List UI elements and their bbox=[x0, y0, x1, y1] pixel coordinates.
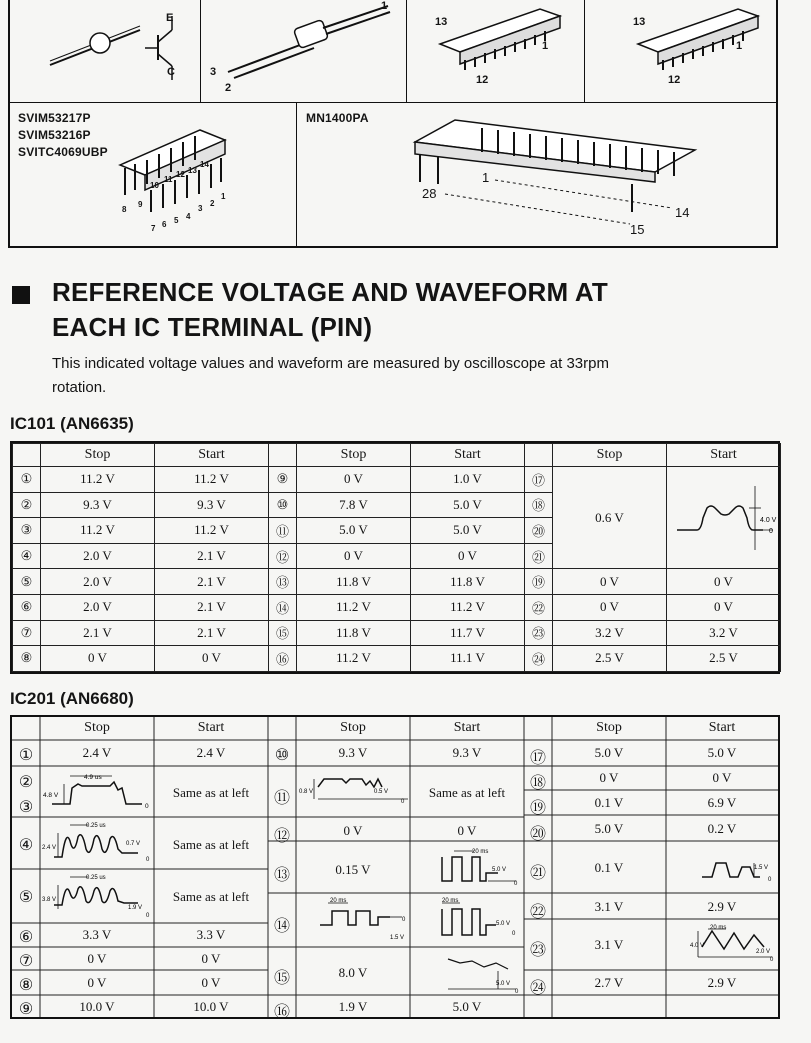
stop-header: Stop bbox=[340, 720, 366, 735]
pin-number: ⑧ bbox=[18, 977, 34, 994]
section-description bbox=[52, 352, 752, 400]
stop-voltage: 11.2 V bbox=[297, 594, 411, 620]
start-voltage: 11.2 V bbox=[411, 594, 525, 620]
stop-header: Stop bbox=[297, 444, 411, 467]
pin-number: ⑥ bbox=[13, 594, 41, 620]
package-col-divider bbox=[584, 0, 585, 102]
dip28-pin-15: 15 bbox=[630, 222, 645, 237]
ic101-title: IC101 (AN6635) bbox=[10, 414, 134, 433]
pin-number: ⑯ bbox=[273, 1004, 290, 1021]
stop-voltage: 0 V bbox=[599, 770, 619, 785]
pin-header bbox=[269, 444, 297, 467]
start-voltage: 0.2 V bbox=[707, 821, 737, 836]
dip14-pin-13: 13 bbox=[188, 166, 197, 175]
stop-voltage: 10.0 V bbox=[79, 999, 115, 1014]
waveform-period-label: 20 ms bbox=[710, 925, 727, 931]
stop-voltage: 2.5 V bbox=[553, 646, 667, 672]
stop-voltage: 11.8 V bbox=[297, 569, 411, 595]
waveform-zero-label: 0 bbox=[770, 957, 774, 963]
waveform-amplitude-label: 2.4 V bbox=[42, 845, 57, 851]
transistor-pin-e: E bbox=[166, 12, 174, 24]
package-col-divider bbox=[200, 0, 201, 102]
pin-number: ㉔ bbox=[529, 980, 546, 997]
waveform-plot bbox=[412, 895, 522, 945]
stop-voltage: 0.1 V bbox=[594, 860, 624, 875]
waveform-amplitude-label: 5.0 V bbox=[492, 867, 507, 873]
waveform-step-label: 0.5 V bbox=[374, 789, 389, 795]
start-voltage: 1.0 V bbox=[411, 467, 525, 493]
start-header: Start bbox=[667, 444, 781, 467]
waveform-zero-label: 0 bbox=[402, 917, 406, 923]
stop-voltage: 2.4 V bbox=[82, 745, 112, 760]
stop-voltage: 0 V bbox=[553, 569, 667, 595]
pin-number: ⑭ bbox=[269, 594, 297, 620]
start-voltage: 3.3 V bbox=[196, 927, 226, 942]
start-voltage: 9.3 V bbox=[452, 745, 482, 760]
pin-number: ⑲ bbox=[529, 800, 546, 817]
table-row bbox=[13, 646, 781, 672]
package-label: SVIM53217P bbox=[18, 111, 91, 125]
start-voltage: 5.0 V bbox=[452, 999, 482, 1014]
stop-voltage: 0.6 V bbox=[553, 467, 667, 569]
waveform-zero-label: 0 bbox=[145, 803, 149, 810]
pin-number: ㉑ bbox=[529, 865, 546, 882]
waveform-period-label: 20 ms bbox=[472, 849, 489, 855]
dip28-ic-drawing bbox=[410, 112, 700, 232]
package-col-divider bbox=[296, 102, 297, 246]
table-row bbox=[13, 620, 781, 646]
section-title-line: EACH IC TERMINAL (PIN) bbox=[52, 312, 373, 342]
pin-number: ⑦ bbox=[13, 620, 41, 646]
start-header: Start bbox=[411, 444, 525, 467]
start-voltage: 0 V bbox=[201, 951, 221, 966]
start-voltage: 9.3 V bbox=[155, 492, 269, 518]
pin-number: ㉒ bbox=[525, 594, 553, 620]
start-voltage: 11.1 V bbox=[411, 646, 525, 672]
pin-number: ⑫ bbox=[269, 543, 297, 569]
pin-number: ⑦ bbox=[18, 953, 34, 970]
table-row bbox=[13, 569, 781, 595]
start-same-as-left: Same as at left bbox=[172, 837, 250, 852]
start-same-as-left: Same as at left bbox=[428, 785, 506, 800]
waveform-amplitude-label: 3.8 V bbox=[42, 897, 57, 903]
waveform-mid-label: 2.0 V bbox=[756, 949, 771, 955]
dip-pin-13: 13 bbox=[435, 16, 448, 28]
pin-number: ② bbox=[18, 774, 34, 791]
stop-voltage: 2.0 V bbox=[41, 594, 155, 620]
start-voltage: 11.8 V bbox=[411, 569, 525, 595]
waveform-period-label: 20 ms bbox=[330, 898, 347, 904]
section-title bbox=[52, 275, 752, 345]
start-voltage: 3.2 V bbox=[667, 620, 781, 646]
stop-voltage: 2.0 V bbox=[41, 543, 155, 569]
start-voltage: 2.1 V bbox=[155, 543, 269, 569]
dip28-pin-14: 14 bbox=[675, 205, 690, 220]
start-voltage: 0 V bbox=[201, 975, 221, 990]
pin-number: ⑭ bbox=[273, 918, 290, 935]
stop-voltage: 11.2 V bbox=[41, 467, 155, 493]
start-header: Start bbox=[453, 720, 481, 735]
stop-voltage: 11.8 V bbox=[297, 620, 411, 646]
pin-number: ⑫ bbox=[273, 828, 290, 845]
pin-number: ① bbox=[18, 747, 34, 764]
waveform-low-label: 1.9 V bbox=[128, 905, 143, 911]
waveform-peak-label: 0.7 V bbox=[126, 841, 141, 847]
dip-ic-drawing bbox=[430, 4, 580, 74]
waveform-zero-label: 0 bbox=[768, 877, 772, 883]
stop-voltage: 11.2 V bbox=[41, 518, 155, 544]
dip14-pin-5: 5 bbox=[174, 216, 179, 225]
package-label: MN1400PA bbox=[306, 111, 369, 125]
stop-header: Stop bbox=[596, 720, 622, 735]
table-row bbox=[13, 594, 781, 620]
start-voltage: 0 V bbox=[712, 770, 732, 785]
dip14-pin-11: 11 bbox=[164, 175, 173, 184]
pin-header bbox=[525, 444, 553, 467]
section-title-line: REFERENCE VOLTAGE AND WAVEFORM AT bbox=[52, 277, 608, 307]
stop-voltage: 0.15 V bbox=[335, 862, 371, 877]
stop-voltage: 3.3 V bbox=[82, 927, 112, 942]
pin-number: ⑨ bbox=[269, 467, 297, 493]
ic201-table bbox=[10, 715, 780, 1019]
stop-voltage: 7.8 V bbox=[297, 492, 411, 518]
pin-number: ⑳ bbox=[525, 518, 553, 544]
waveform-plot bbox=[412, 949, 522, 993]
start-voltage: 2.1 V bbox=[155, 569, 269, 595]
waveform-zero-label: 0 bbox=[514, 881, 518, 887]
stop-voltage: 5.0 V bbox=[594, 745, 624, 760]
dip14-pin-6: 6 bbox=[162, 220, 167, 229]
waveform-plot bbox=[42, 768, 152, 814]
start-same-as-left: Same as at left bbox=[172, 785, 250, 800]
ic101-table bbox=[10, 441, 780, 674]
dip28-pin-1: 1 bbox=[482, 170, 490, 185]
waveform-zero-label: 0 bbox=[512, 931, 516, 937]
dip-pin-12: 12 bbox=[476, 74, 489, 86]
package-col-divider bbox=[406, 0, 407, 102]
start-voltage: 11.2 V bbox=[155, 518, 269, 544]
section-bullet-square bbox=[12, 286, 30, 304]
waveform-amplitude-label: 4.8 V bbox=[43, 792, 59, 799]
section-description-line: rotation. bbox=[52, 379, 107, 396]
stop-voltage: 0 V bbox=[297, 467, 411, 493]
stop-header: Stop bbox=[84, 720, 110, 735]
start-voltage: 5.0 V bbox=[411, 518, 525, 544]
stop-voltage: 5.0 V bbox=[297, 518, 411, 544]
start-voltage: 11.2 V bbox=[155, 467, 269, 493]
stop-voltage: 9.3 V bbox=[338, 745, 368, 760]
waveform-plot bbox=[42, 819, 152, 867]
package-diagram-box bbox=[8, 0, 778, 248]
dip14-pin-14: 14 bbox=[200, 160, 209, 169]
package-row-divider bbox=[10, 102, 776, 103]
start-voltage: 2.9 V bbox=[707, 899, 737, 914]
pin-number: ⑤ bbox=[13, 569, 41, 595]
waveform-amplitude-label: 0.8 V bbox=[299, 789, 314, 795]
pin-number: ⑳ bbox=[529, 826, 546, 843]
waveform-amplitude-label: 5.0 V bbox=[496, 981, 511, 987]
stop-voltage: 3.2 V bbox=[553, 620, 667, 646]
dip14-pin-8: 8 bbox=[122, 205, 127, 214]
start-voltage: 5.0 V bbox=[411, 492, 525, 518]
stop-header: Stop bbox=[41, 444, 155, 467]
start-voltage: 2.4 V bbox=[196, 745, 226, 760]
stop-voltage: 8.0 V bbox=[338, 965, 368, 980]
dip-ic-drawing bbox=[628, 4, 778, 74]
pin-number: ③ bbox=[18, 799, 34, 816]
waveform-zero-label: 0 bbox=[515, 989, 519, 993]
pin-number: ⑱ bbox=[529, 775, 546, 792]
waveform-period-label: 0.25 us bbox=[86, 823, 106, 829]
pin-number: ⑥ bbox=[18, 929, 34, 946]
stop-voltage: 0.1 V bbox=[594, 795, 624, 810]
waveform-plot bbox=[42, 871, 152, 921]
pin-number: ② bbox=[13, 492, 41, 518]
section-description-line: This indicated voltage values and waveform are measured by oscilloscope at 33rpm bbox=[52, 355, 609, 372]
device-pin-1: 1 bbox=[381, 0, 388, 12]
start-voltage: 2.9 V bbox=[707, 975, 737, 990]
pin-number: ⑱ bbox=[525, 492, 553, 518]
start-header: Start bbox=[155, 444, 269, 467]
stop-voltage: 0 V bbox=[87, 951, 107, 966]
pin-number: ㉓ bbox=[525, 620, 553, 646]
pin-number: ⑤ bbox=[18, 889, 34, 906]
pin-number: ⑪ bbox=[269, 518, 297, 544]
pin-number: ⑲ bbox=[525, 569, 553, 595]
start-voltage: 2.1 V bbox=[155, 620, 269, 646]
pin-number: ⑰ bbox=[525, 467, 553, 493]
pin-number: ⑯ bbox=[269, 646, 297, 672]
start-header: Start bbox=[197, 720, 225, 735]
pin-number: ④ bbox=[18, 837, 34, 854]
waveform-amplitude-label: 4.0 V bbox=[690, 943, 705, 949]
waveform-plot bbox=[668, 921, 776, 969]
dip-pin-1: 1 bbox=[542, 40, 549, 52]
dip14-pin-3: 3 bbox=[198, 204, 203, 213]
stop-header: Stop bbox=[553, 444, 667, 467]
pin-number: ㉓ bbox=[529, 942, 546, 959]
waveform-amplitude-label: 5.0 V bbox=[496, 921, 511, 927]
pin-number: ⑩ bbox=[269, 492, 297, 518]
start-voltage: 0 V bbox=[457, 823, 477, 838]
table-header-row bbox=[13, 444, 781, 467]
waveform-amplitude-label: 4.0 V bbox=[759, 516, 776, 524]
waveform-plot bbox=[298, 895, 408, 945]
stop-voltage: 0 V bbox=[553, 594, 667, 620]
stop-voltage: 3.1 V bbox=[594, 899, 624, 914]
dip-pin-13: 13 bbox=[633, 16, 646, 28]
start-same-as-left: Same as at left bbox=[172, 889, 250, 904]
pin-number: ⑮ bbox=[269, 620, 297, 646]
waveform-plot bbox=[412, 843, 522, 891]
start-voltage: 2.5 V bbox=[667, 646, 781, 672]
waveform-plot bbox=[669, 478, 779, 558]
package-label: SVITC4069UBP bbox=[18, 145, 108, 159]
dip14-pin-4: 4 bbox=[186, 212, 191, 221]
stop-voltage: 0 V bbox=[41, 646, 155, 672]
dip14-pin-9: 9 bbox=[138, 200, 143, 209]
stop-voltage: 3.1 V bbox=[594, 937, 624, 952]
pin-number: ③ bbox=[13, 518, 41, 544]
pin-number: ⑧ bbox=[13, 646, 41, 672]
stop-voltage: 1.9 V bbox=[338, 999, 368, 1014]
start-voltage: 5.0 V bbox=[707, 745, 737, 760]
pin-number: ⑨ bbox=[18, 1001, 34, 1018]
pin-number: ④ bbox=[13, 543, 41, 569]
start-voltage: 6.9 V bbox=[707, 795, 737, 810]
ic201-title: IC201 (AN6680) bbox=[10, 689, 134, 708]
stop-voltage: 2.0 V bbox=[41, 569, 155, 595]
stop-voltage: 11.2 V bbox=[297, 646, 411, 672]
pin-number: ㉔ bbox=[525, 646, 553, 672]
dip14-pin-10: 10 bbox=[150, 181, 159, 190]
stop-voltage: 2.1 V bbox=[41, 620, 155, 646]
transistor-pin-c: C bbox=[167, 66, 175, 78]
stop-voltage: 9.3 V bbox=[41, 492, 155, 518]
waveform-amplitude-label: 1.5 V bbox=[390, 935, 405, 941]
pin-number: ⑪ bbox=[273, 790, 290, 807]
dip28-pin-28: 28 bbox=[422, 186, 437, 201]
waveform-period-label: 20 ms bbox=[442, 898, 459, 904]
device-pin-3: 3 bbox=[210, 66, 217, 78]
start-voltage: 0 V bbox=[667, 569, 781, 595]
dip14-pin-2: 2 bbox=[210, 199, 215, 208]
waveform-zero-label: 0 bbox=[768, 527, 773, 535]
three-lead-device-drawing bbox=[218, 2, 398, 92]
start-voltage: 0 V bbox=[411, 543, 525, 569]
waveform-zero-label: 0 bbox=[146, 913, 150, 919]
start-voltage: 0 V bbox=[155, 646, 269, 672]
dip-pin-1: 1 bbox=[736, 40, 743, 52]
pin-number: ㉑ bbox=[525, 543, 553, 569]
table-row bbox=[13, 467, 781, 493]
pin-number: ① bbox=[13, 467, 41, 493]
start-voltage: 0 V bbox=[667, 594, 781, 620]
waveform-period-label: 4.9 us bbox=[84, 774, 102, 781]
waveform-plot bbox=[298, 769, 408, 815]
start-voltage: 11.7 V bbox=[411, 620, 525, 646]
stop-voltage: 2.7 V bbox=[594, 975, 624, 990]
start-voltage: 2.1 V bbox=[155, 594, 269, 620]
start-voltage: 10.0 V bbox=[193, 999, 229, 1014]
pin-number: ⑬ bbox=[269, 569, 297, 595]
start-header: Start bbox=[708, 720, 736, 735]
stop-voltage: 5.0 V bbox=[594, 821, 624, 836]
waveform-amplitude-label: 1.5 V bbox=[754, 865, 769, 871]
stop-voltage: 0 V bbox=[343, 823, 363, 838]
package-label: SVIM53216P bbox=[18, 128, 91, 142]
pin-number: ⑮ bbox=[273, 970, 290, 987]
dip14-pin-7: 7 bbox=[151, 224, 156, 233]
waveform-period-label: 0.25 us bbox=[86, 875, 106, 881]
waveform-zero-label: 0 bbox=[146, 857, 150, 863]
waveform-zero-label: 0 bbox=[401, 799, 405, 805]
pin-header bbox=[13, 444, 41, 467]
pin-number: ⑩ bbox=[274, 747, 290, 764]
stop-voltage: 0 V bbox=[87, 975, 107, 990]
pin-number: ⑬ bbox=[273, 867, 290, 884]
stop-voltage: 0 V bbox=[297, 543, 411, 569]
waveform-plot bbox=[668, 843, 776, 891]
dip-pin-12: 12 bbox=[668, 74, 681, 86]
dip14-pin-1: 1 bbox=[221, 192, 226, 201]
pin-number: ㉒ bbox=[529, 904, 546, 921]
device-pin-2: 2 bbox=[225, 82, 232, 94]
pin-number: ⑰ bbox=[529, 750, 546, 767]
package-label-list bbox=[18, 110, 108, 161]
start-waveform bbox=[667, 467, 781, 569]
dip14-pin-12: 12 bbox=[176, 170, 185, 179]
